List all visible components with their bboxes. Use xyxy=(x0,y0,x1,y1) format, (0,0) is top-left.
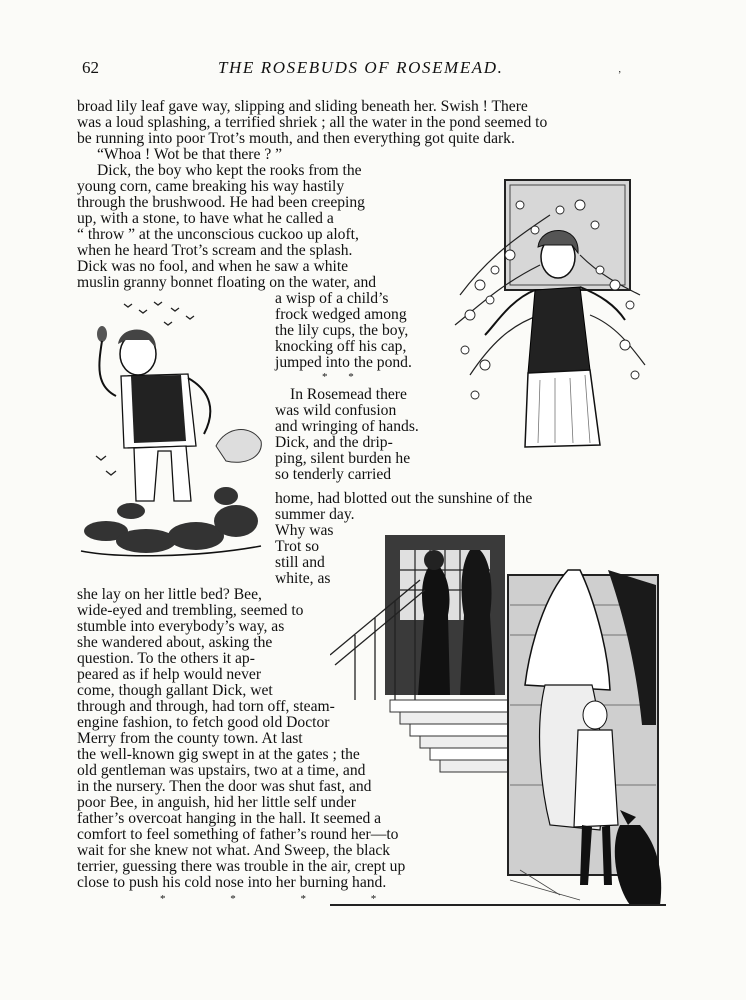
text-line: up, with a stone, to have what he called a xyxy=(77,210,334,227)
text-line: in the nursery. Then the door was shut fast, and xyxy=(77,778,372,795)
text-line: Trot so xyxy=(275,538,320,555)
text-line: stumble into everybody’s way, as xyxy=(77,618,285,635)
text-line: a wisp of a child’s xyxy=(275,290,389,307)
text-line: comfort to feel something of father’s round her—to xyxy=(77,826,399,843)
text-line: Merry from the county town. At last xyxy=(77,730,303,747)
text-line: through and through, had torn off, steam- xyxy=(77,698,335,715)
text-line: she lay on her little bed? Bee, xyxy=(77,586,262,603)
text-line: be running into poor Trot’s mouth, and then everything got quite dark. xyxy=(77,130,515,147)
text-line: the lily cups, the boy, xyxy=(275,322,409,339)
text-line: when he heard Trot’s scream and the splash. xyxy=(77,242,353,259)
page-number: 62 xyxy=(82,58,99,77)
running-title: THE ROSEBUDS OF ROSEMEAD. xyxy=(218,58,504,77)
text-line: father’s overcoat hanging in the hall. It seemed a xyxy=(77,810,382,827)
text-line: white, as xyxy=(275,570,331,587)
text-line: question. To the others it ap- xyxy=(77,650,255,667)
text-line: Dick, and the drip- xyxy=(275,434,393,451)
text-line: “Whoa ! Wot be that there ? ” xyxy=(97,146,283,163)
text-line: come, though gallant Dick, wet xyxy=(77,682,273,699)
text-line: still and xyxy=(275,554,325,571)
text-line: old gentleman was upstairs, two at a time, and xyxy=(77,762,366,779)
text-line: terrier, guessing there was trouble in the air, crept up xyxy=(77,858,406,875)
text-line: Dick was no fool, and when he saw a white xyxy=(77,258,349,275)
stray-mark: ’ xyxy=(618,70,622,81)
section-break: * * xyxy=(322,371,354,383)
text-line: poor Bee, in anguish, hid her little self under xyxy=(77,794,356,811)
illustration-boy-throwing-stone xyxy=(76,296,266,568)
text-line: home, had blotted out the sunshine of the xyxy=(275,490,533,507)
text-line: Dick, the boy who kept the rooks from the xyxy=(97,162,362,179)
text-line: summer day. xyxy=(275,506,355,523)
text-line: so tenderly carried xyxy=(275,466,392,483)
text-line: frock wedged among xyxy=(275,306,407,323)
text-line: Why was xyxy=(275,522,334,539)
text-line: was a loud splashing, a terrified shriek ; all the water in the pond seemed to xyxy=(77,114,548,131)
text-line: “ throw ” at the unconscious cuckoo up aloft, xyxy=(77,226,359,243)
text-line: wide-eyed and trembling, seemed to xyxy=(77,602,304,619)
text-line: muslin granny bonnet floating on the water, and xyxy=(77,274,377,291)
text-line: through the brushwood. He had been creeping xyxy=(77,194,365,211)
text-line: young corn, came breaking his way hastily xyxy=(77,178,345,195)
text-line: ping, silent burden he xyxy=(275,450,411,467)
text-line: jumped into the pond. xyxy=(275,354,412,371)
text-line: she wandered about, asking the xyxy=(77,634,273,651)
text-line: peared as if help would never xyxy=(77,666,262,683)
text-line: engine fashion, to fetch good old Doctor xyxy=(77,714,330,731)
text-line: and wringing of hands. xyxy=(275,418,419,435)
text-line: was wild confusion xyxy=(275,402,397,419)
text-line: wait for she knew not what. And Sweep, the black xyxy=(77,842,391,859)
illustration-girl-among-blossoms xyxy=(440,175,648,453)
text-line: knocking off his cap, xyxy=(275,338,407,355)
section-break: * * * * xyxy=(160,893,377,905)
text-line: In Rosemead there xyxy=(290,386,407,403)
text-line: the well-known gig swept in at the gates ; the xyxy=(77,746,360,763)
text-line: broad lily leaf gave way, slipping and sliding beneath her. Swish ! There xyxy=(77,98,528,115)
text-line: close to push his cold nose into her burning hand. xyxy=(77,874,387,891)
